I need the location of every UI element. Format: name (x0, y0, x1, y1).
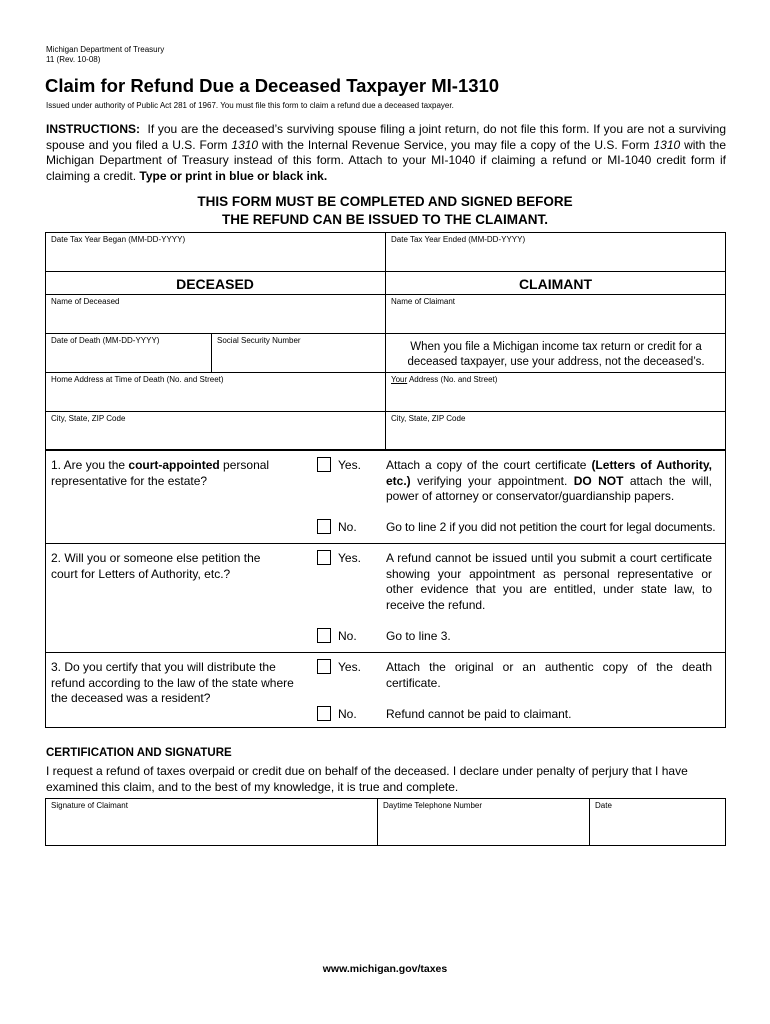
tax-year-began-label: Date Tax Year Began (MM-DD-YYYY) (51, 235, 186, 244)
claimant-name-field[interactable] (390, 310, 724, 332)
instructions: INSTRUCTIONS: If you are the deceased’s surviving spouse filing a joint return, do not file this form. If you are not a surviving spouse and you filed a U.S. Form 1310 with the Internal Revenue Service, you may file a copy of the U.S. Form 1310 with the Michigan Department of Treasury instead of this form. Attach to your MI-1040 if claiming a refund or MI-1040 credit form if claiming a credit. Type or print in blue or black ink. (46, 122, 726, 183)
deceased-city-label: City, State, ZIP Code (51, 414, 126, 423)
deceased-address-label: Home Address at Time of Death (No. and Street) (51, 375, 224, 384)
claimant-city-label: City, State, ZIP Code (391, 414, 466, 423)
claimant-heading: CLAIMANT (518, 276, 593, 292)
q1-yes-instruction: Attach a copy of the court certificate (Letters of Authority, etc.) verifying your appointment. DO NOT attach the will, power of attorney or conservator/guardianship papers. (386, 458, 713, 503)
q2-no-checkbox[interactable] (317, 628, 331, 643)
claimant-address-label: Your Address (No. and Street) (391, 375, 498, 384)
q1-no-label: No. (338, 520, 357, 534)
certification-text: I request a refund of taxes overpaid or credit due on behalf of the deceased. I declare under penalty of perjury that I have examined this claim, and to the best of my knowledge, it is true and complete. (46, 764, 688, 794)
q2-yes-instruction: A refund cannot be issued until you submit a court certificate showing your appointment as personal representative or other evidence that you are entitled, under state law, to receive the refund. (386, 551, 712, 612)
deceased-name-field[interactable] (50, 310, 384, 332)
q3-no-label: No. (338, 707, 357, 721)
q3-no-checkbox[interactable] (317, 706, 331, 721)
q3-yes-instruction: Attach the original or an authentic copy of the death certificate. (386, 660, 712, 690)
question-2: 2. Will you or someone else petition the court for Letters of Authority, etc.? (51, 551, 261, 581)
q3-yes-checkbox[interactable] (317, 659, 331, 674)
q1-yes-label: Yes. (338, 458, 361, 472)
signature-field[interactable] (50, 815, 376, 843)
date-of-death-field[interactable] (50, 349, 212, 371)
claimant-city-field[interactable] (390, 427, 724, 449)
form-revision: 11 (Rev. 10-08) (46, 55, 101, 64)
signature-label: Signature of Claimant (51, 801, 128, 810)
phone-field[interactable] (382, 815, 588, 843)
tax-year-ended-field[interactable] (390, 248, 724, 270)
question-3: 3. Do you certify that you will distribute the refund according to the law of the state where the deceased was a resident? (51, 660, 294, 705)
date-of-death-label: Date of Death (MM-DD-YYYY) (51, 336, 160, 345)
tax-year-began-field[interactable] (50, 248, 384, 270)
deceased-city-field[interactable] (50, 427, 384, 449)
form-authority: Issued under authority of Public Act 281 of 1967. You must file this form to claim a refund due a deceased taxpayer. (46, 101, 454, 110)
q1-no-checkbox[interactable] (317, 519, 331, 534)
question-1: 1. Are you the court-appointed personal representative for the estate? (51, 458, 270, 488)
q1-no-instruction: Go to line 2 if you did not petition the court for legal documents. (386, 520, 716, 534)
q3-no-instruction: Refund cannot be paid to claimant. (386, 707, 572, 721)
q2-yes-checkbox[interactable] (317, 550, 331, 565)
form-title: Claim for Refund Due a Deceased Taxpayer MI-1310 (45, 75, 500, 96)
q2-no-label: No. (338, 629, 357, 643)
date-label: Date (595, 801, 612, 810)
q1-yes-checkbox[interactable] (317, 457, 331, 472)
claimant-address-note: When you file a Michigan income tax return or credit for a deceased taxpayer, use your address, not the deceased’s. (407, 341, 705, 368)
certification-heading: CERTIFICATION AND SIGNATURE (46, 747, 232, 759)
claimant-address-field[interactable] (390, 388, 724, 410)
instructions-label: INSTRUCTIONS: (46, 122, 140, 136)
department-name: Michigan Department of Treasury (46, 45, 165, 54)
q2-no-instruction: Go to line 3. (386, 629, 451, 643)
tax-year-ended-label: Date Tax Year Ended (MM-DD-YYYY) (391, 235, 526, 244)
deceased-name-label: Name of Deceased (51, 297, 120, 306)
claimant-name-label: Name of Claimant (391, 297, 456, 306)
deceased-heading: DECEASED (176, 276, 254, 292)
deceased-address-field[interactable] (50, 388, 384, 410)
ssn-field[interactable] (216, 349, 385, 371)
footer-url[interactable]: www.michigan.gov/taxes (322, 963, 448, 975)
ssn-label: Social Security Number (217, 336, 301, 345)
completion-notice: THIS FORM MUST BE COMPLETED AND SIGNED BEFORE THE REFUND CAN BE ISSUED TO THE CLAIMANT. (197, 194, 573, 227)
q3-yes-label: Yes. (338, 660, 361, 674)
phone-label: Daytime Telephone Number (383, 801, 483, 810)
q2-yes-label: Yes. (338, 551, 361, 565)
date-field[interactable] (594, 815, 724, 843)
